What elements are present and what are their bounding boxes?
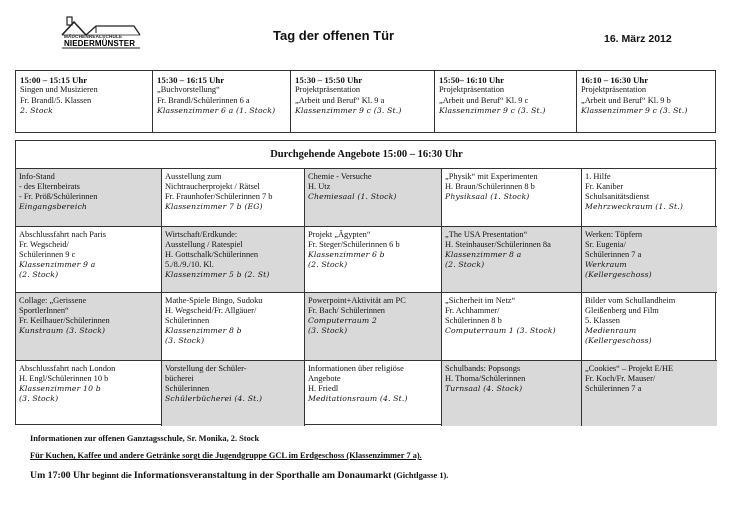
- event-line: H. Thoma/Schülerinnen: [445, 374, 526, 384]
- note-address: (Gichtlgasse 1).: [391, 471, 449, 480]
- event-line: „Arbeit und Beruf“ Kl. 9 a: [295, 95, 385, 105]
- event-room: Computerraum 1 (3. Stock): [445, 326, 556, 336]
- event-line: Schulbands: Popsongs: [445, 364, 521, 373]
- event-line: Schulsanitätsdienst: [585, 192, 650, 202]
- event-line: Fr. Wegscheid/: [19, 240, 69, 250]
- timed-event: [291, 71, 435, 132]
- event-line: H. Steinhauser/Schülerinnen 8a: [445, 240, 551, 250]
- event-line: „The USA Presentation“: [445, 230, 528, 239]
- event-cell: [582, 293, 717, 361]
- logo-text-main: NIEDERMÜNSTER: [64, 39, 136, 48]
- event-room: Klassenzimmer 9 c (3. St.): [295, 106, 402, 116]
- note-venue: Informationsveranstaltung in der Sporthalle am Donaumarkt: [133, 470, 392, 481]
- event-line: „Buchvorstellung“: [157, 85, 220, 95]
- event-line: Abschlussfahrt nach Paris: [19, 230, 106, 239]
- event-line: - des Elternbeirats: [19, 182, 80, 192]
- event-room: Klassenzimmer 9 c (3. St.): [581, 106, 688, 116]
- event-line: Angebote: [308, 374, 341, 384]
- event-line: „Cookies“ – Projekt E/HE: [585, 364, 674, 373]
- note-info-event: [30, 470, 448, 481]
- note-ganztagsschule: Informationen zur offenen Ganztagsschule, Sr. Monika, 2. Stock: [30, 434, 260, 443]
- event-line: Projekt „Ägypten“: [308, 230, 371, 239]
- event-line: „Physik“ mit Experimenten: [445, 172, 538, 181]
- event-line: Chemie - Versuche: [308, 172, 372, 181]
- event-line: 1. Hilfe: [585, 172, 611, 181]
- event-room-floor: (3. Stock): [165, 336, 205, 346]
- event-cell: [442, 361, 582, 426]
- event-room-floor: (2. Stock): [308, 260, 348, 270]
- event-room-floor: (Kellergeschoss): [585, 336, 652, 346]
- event-time: 16:10 – 16:30 Uhr: [581, 75, 649, 85]
- event-room: Klassenzimmer 8 a: [445, 250, 522, 260]
- event-cell: [305, 361, 442, 426]
- event-room: Schülerbücherei (4. St.): [165, 394, 263, 404]
- event-cell: [582, 169, 717, 227]
- event-line: Ausstellung zum: [165, 172, 222, 181]
- event-cell: [162, 293, 305, 361]
- timed-event: [435, 71, 577, 132]
- footer-notes: [30, 434, 720, 481]
- event-room: Chemiesaal (1. Stock): [308, 192, 397, 202]
- event-line: Fr. Brandl/5. Klassen: [20, 95, 92, 105]
- event-cell: [16, 361, 162, 426]
- timed-events-table: [15, 70, 716, 133]
- event-line: H. Engl/Schülerinnen 10 b: [19, 374, 109, 384]
- event-room: Klassenzimmer 6 b: [308, 250, 385, 260]
- event-line: Schülerinnen 9 c: [19, 250, 76, 260]
- event-line: H. Friedl: [308, 384, 339, 394]
- event-room: Klassenzimmer 8 b: [165, 326, 242, 336]
- event-line: Mathe-Spiele Bingo, Sudoku: [165, 296, 263, 305]
- event-line: H. Utz: [308, 182, 331, 192]
- event-line: Fr. Achhammer/: [445, 306, 500, 316]
- event-cell: [305, 227, 442, 293]
- event-cell: [305, 169, 442, 227]
- event-room: Physiksaal (1. Stock): [445, 192, 530, 202]
- event-line: Projektpräsentation: [439, 85, 505, 95]
- event-line: Werken: Töpfern: [585, 230, 643, 239]
- event-line: Projektpräsentation: [295, 85, 361, 95]
- event-line: Nichtraucherprojekt / Rätsel: [165, 182, 260, 192]
- event-line: Info-Stand: [19, 172, 55, 181]
- event-cell: [16, 227, 162, 293]
- event-line: bücherei: [165, 374, 194, 384]
- event-room: Mehrzweckraum (1. St.): [585, 202, 684, 212]
- event-time: 15:30 – 16:15 Uhr: [157, 75, 225, 85]
- event-line: Collage: „Gerissene: [19, 296, 87, 305]
- event-cell: [582, 361, 717, 426]
- event-line: Schülerinnen: [165, 384, 210, 394]
- page-title: Tag der offenen Tür: [273, 28, 395, 43]
- event-line: - Fr. Pröß/Schülerinnen: [19, 192, 98, 202]
- event-cell: [305, 293, 442, 361]
- event-room: Medienraum: [585, 326, 637, 336]
- event-line: Schülerinnen 7 a: [585, 250, 642, 260]
- event-line: H. Gottschalk/Schülerinnen: [165, 250, 259, 260]
- timed-event: [16, 71, 153, 132]
- event-room-floor: (2. Stock): [445, 260, 485, 270]
- event-line: „Arbeit und Beruf“ Kl. 9 c: [439, 95, 529, 105]
- timed-event: [153, 71, 291, 132]
- event-cell: [162, 169, 305, 227]
- event-room: Turnsaal (4. Stock): [445, 384, 523, 394]
- note-text: beginnt die: [89, 471, 134, 480]
- timed-event: [577, 71, 715, 132]
- event-room: Klassenzimmer 9 c (3. St.): [439, 106, 546, 116]
- event-line: Bilder vom Schullandheim: [585, 296, 676, 305]
- event-line: H. Wegscheid/Fr. Allgäuer/: [165, 306, 257, 316]
- event-room: Klassenzimmer 6 a (1. Stock): [157, 106, 276, 116]
- event-line: Schülerinnen: [165, 316, 210, 326]
- event-room: Werkraum: [585, 260, 627, 270]
- event-room: Eingangsbereich: [19, 202, 88, 212]
- event-line: Gleißenberg und Film: [585, 306, 659, 316]
- event-line: Sr. Eugenia/: [585, 240, 626, 250]
- event-line: 5./8./9./10. Kl.: [165, 260, 214, 270]
- event-room-floor: (2. Stock): [19, 270, 59, 280]
- logo-text-top: MÄDCHENREALSCHULE: [64, 34, 123, 39]
- event-line: Schülerinnen 7 a: [585, 384, 642, 394]
- event-line: SportlerInnen“: [19, 306, 69, 316]
- event-line: 5. Klassen: [585, 316, 620, 326]
- event-line: Projektpräsentation: [581, 85, 647, 95]
- school-logo: [56, 14, 142, 50]
- event-room: Kunstraum (3. Stock): [19, 326, 106, 336]
- event-room-floor: (Kellergeschoss): [585, 270, 652, 280]
- event-line: Informationen über religiöse: [308, 364, 404, 373]
- event-line: Fr. Bach/ Schülerinnen: [308, 306, 385, 316]
- event-line: Ausstellung / Ratespiel: [165, 240, 243, 250]
- event-line: Fr. Brandl/Schülerinnen 6 a: [157, 95, 250, 105]
- event-time: 15:00 – 15:15 Uhr: [20, 75, 88, 85]
- event-line: Fr. Kaniber: [585, 182, 624, 192]
- event-room: Klassenzimmer 7 b (EG): [165, 202, 263, 212]
- event-room: Meditationsraum (4. St.): [308, 394, 408, 404]
- note-refreshments: Für Kuchen, Kaffee und andere Getränke sorgt die Jugendgruppe GCL im Erdgeschoss (Klassenzimmer 7 a).: [30, 451, 422, 460]
- event-time: 15:30 – 15:50 Uhr: [295, 75, 363, 85]
- event-line: Fr. Fraunhofer/Schülerinnen 7 b: [165, 192, 273, 202]
- event-line: „Sicherheit im Netz“: [445, 296, 516, 305]
- page-header: [0, 0, 730, 66]
- event-room: Computerraum 2: [308, 316, 377, 326]
- event-line: Abschlussfahrt nach London: [19, 364, 116, 373]
- event-cell: [582, 227, 717, 293]
- event-line: Powerpoint+Aktivität am PC: [308, 296, 406, 305]
- event-cell: [162, 361, 305, 426]
- note-time: Um 17:00 Uhr: [30, 470, 90, 481]
- event-room-floor: (3. Stock): [19, 394, 59, 404]
- event-line: Vorstellung der Schüler-: [165, 364, 247, 373]
- event-line: Fr. Steger/Schülerinnen 6 b: [308, 240, 400, 250]
- event-date: 16. März 2012: [604, 33, 672, 45]
- event-cell: [442, 293, 582, 361]
- event-room: Klassenzimmer 10 b: [19, 384, 101, 394]
- event-line: Fr. Keilhauer/Schülerinnen: [19, 316, 110, 326]
- event-room-floor: (3. Stock): [308, 326, 348, 336]
- event-room: 2. Stock: [20, 106, 53, 116]
- table-heading: Durchgehende Angebote 15:00 – 16:30 Uhr: [16, 141, 717, 169]
- event-line: Singen und Musizieren: [20, 85, 98, 95]
- event-cell: [16, 293, 162, 361]
- event-cell: [442, 227, 582, 293]
- event-line: Schülerinnen 8 b: [445, 316, 502, 326]
- event-cell: [442, 169, 582, 227]
- continuous-events-table: [15, 140, 716, 425]
- event-line: Wirtschaft/Erdkunde:: [165, 230, 238, 239]
- event-line: Fr. Koch/Fr. Mauser/: [585, 374, 656, 384]
- event-cell: [162, 227, 305, 293]
- event-time: 15:50– 16:10 Uhr: [439, 75, 504, 85]
- event-cell: [16, 169, 162, 227]
- event-line: „Arbeit und Beruf“ Kl. 9 b: [581, 95, 671, 105]
- event-room: Klassenzimmer 9 a: [19, 260, 96, 270]
- event-line: H. Braun/Schülerinnen 8 b: [445, 182, 535, 192]
- event-room: Klassenzimmer 5 b (2. St): [165, 270, 270, 280]
